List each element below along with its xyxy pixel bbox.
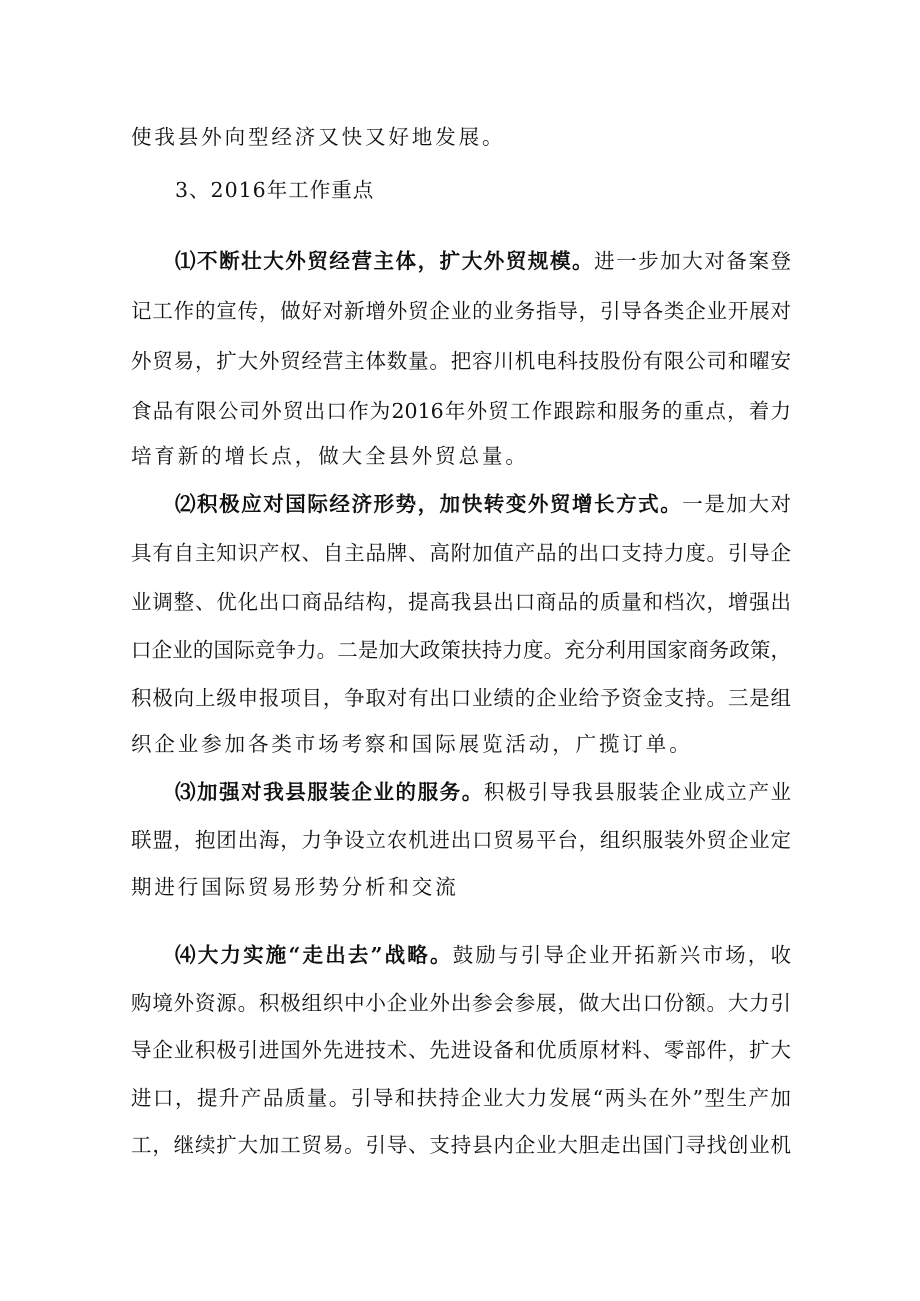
paragraph-3-first-rest: 积极引导我县服装企业成立产业 xyxy=(483,780,792,804)
paragraph-1-line: 培育新的增长点，做大全县外贸总量。 xyxy=(131,444,529,468)
paragraph-4-lead: ⑷大力实施“走出去”战略。 xyxy=(175,943,453,967)
paragraph-1-first-line xyxy=(175,246,791,276)
paragraph-4-line: 进口，提升产品质量。引导和扶持企业大力发展“两头在外”型生产加 xyxy=(131,1086,791,1110)
paragraph-2-line: 具有自主知识产权、自主品牌、高附加值产品的出口支持力度。引导企 xyxy=(131,541,791,565)
paragraph-1-lead: ⑴不断壮大外贸经营主体，扩大外贸规模。 xyxy=(175,249,595,273)
paragraph-2-first-line xyxy=(175,489,791,519)
paragraph-3-first-line xyxy=(175,777,791,807)
paragraph-3-lead: ⑶加强对我县服装企业的服务。 xyxy=(175,780,484,804)
paragraph-1-first-rest: 进一步加大对备案登 xyxy=(594,249,792,273)
paragraph-2-line: 口企业的国际竞争力。二是加大政策扶持力度。充分利用国家商务政策， xyxy=(131,638,791,662)
paragraph-1-line: 记工作的宣传，做好对新增外贸企业的业务指导，引导各类企业开展对 xyxy=(131,299,791,323)
paragraph-2-lead: ⑵积极应对国际经济形势，加快转变外贸增长方式。 xyxy=(175,492,683,516)
paragraph-3-line: 期进行国际贸易形势分析和交流 xyxy=(131,875,459,899)
paragraph-2-line: 业调整、优化出口商品结构，提高我县出口商品的质量和档次，增强出 xyxy=(131,590,791,614)
paragraph-1-line: 外贸易，扩大外贸经营主体数量。把容川机电科技股份有限公司和曜安 xyxy=(131,349,791,373)
paragraph-2-first-rest: 一是加大对 xyxy=(682,492,792,516)
intro-line: 使我县外向型经济又快又好地发展。 xyxy=(131,125,506,149)
paragraph-4-line: 导企业积极引进国外先进技术、先进设备和优质原材料、零部件，扩大 xyxy=(131,1038,791,1062)
paragraph-3-line: 联盟，抱团出海，力争设立农机进出口贸易平台，组织服装外贸企业定 xyxy=(131,828,791,852)
paragraph-4-line: 工，继续扩大加工贸易。引导、支持县内企业大胆走出国门寻找创业机 xyxy=(131,1133,791,1157)
paragraph-4-line: 购境外资源。积极组织中小企业外出参会参展，做大出口份额。大力引 xyxy=(131,991,791,1015)
paragraph-2-line: 积极向上级申报项目，争取对有出口业绩的企业给予资金支持。三是组 xyxy=(131,686,791,710)
paragraph-1-line: 食品有限公司外贸出口作为2016年外贸工作跟踪和服务的重点，着力 xyxy=(131,399,791,423)
paragraph-2-line: 织企业参加各类市场考察和国际展览活动，广揽订单。 xyxy=(131,732,693,756)
paragraph-4-first-line xyxy=(175,940,791,970)
paragraph-4-first-rest: 鼓励与引导企业开拓新兴市场，收 xyxy=(452,943,791,967)
section-heading: 3、2016年工作重点 xyxy=(175,178,375,202)
